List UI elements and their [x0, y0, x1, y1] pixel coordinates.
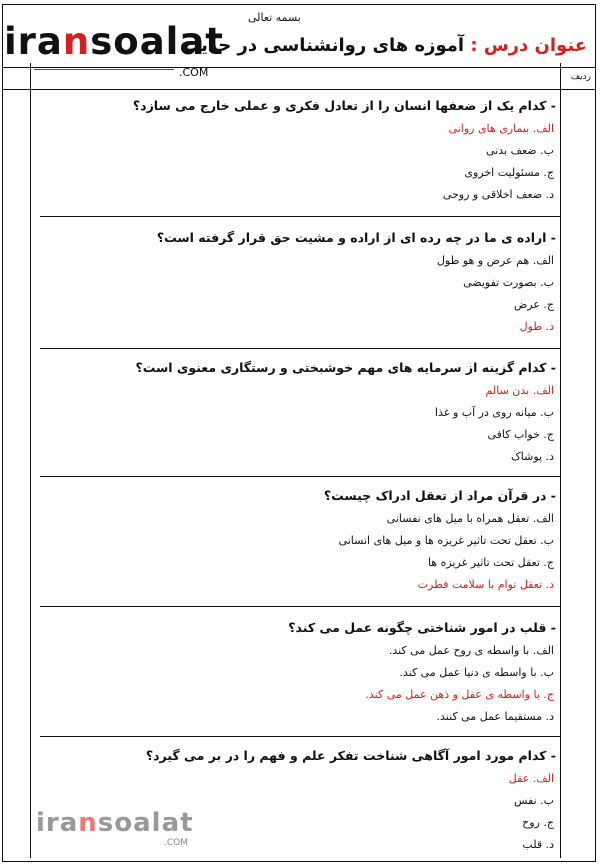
question-text: - قلب در امور شناختی چگونه عمل می کند؟ — [288, 620, 556, 635]
answer-option: ب. بصورت تفویضی — [463, 276, 554, 289]
title-value: آموزه های روانشناسی در حدیث — [182, 35, 465, 56]
answer-option: د. مستقیما عمل می کنند. — [436, 710, 554, 723]
answer-option-correct: د. تعقل توام با سلامت فطرت — [417, 578, 554, 591]
answer-option: الف. هم عرض و هو طول — [436, 254, 554, 267]
question-separator — [40, 736, 560, 737]
answer-option-correct: الف. بیماری های روانی — [448, 122, 554, 135]
question-block — [38, 488, 558, 592]
answer-option: ب. میانه روی در آب و غذا — [434, 406, 554, 419]
page-title — [182, 35, 587, 56]
answer-option: ب. ضعف بدنی — [486, 144, 554, 157]
site-logo — [4, 22, 234, 82]
question-text: - کدام گزینه از سرمایه های مهم خوشبختی و رستگاری معنوی است؟ — [135, 360, 556, 375]
answer-option: د. ضعف اخلاقی و روحی — [442, 188, 554, 201]
bismillah: بسمه تعالی — [248, 11, 301, 24]
question-separator — [40, 606, 560, 607]
answer-option: الف. تعقل همراه با میل های نفسانی — [386, 512, 554, 525]
question-separator — [40, 216, 560, 217]
question-block — [38, 360, 558, 464]
answer-option: ج. تعقل تحت تاثیر غریزه ها — [427, 556, 554, 569]
answer-option-correct: الف. بدن سالم — [485, 384, 554, 397]
answer-option: الف. با واسطه ی روح عمل می کند. — [388, 644, 554, 657]
question-separator — [40, 476, 560, 477]
logo-part-n: n — [62, 20, 91, 63]
radif-label: ردیف — [570, 72, 591, 82]
watermark-part1: ira — [36, 808, 79, 838]
answer-option: د. قلب — [522, 838, 554, 851]
answer-option-correct: ج. با واسطه ی عقل و ذهن عمل می کند. — [365, 688, 554, 701]
watermark-suffix: .COM — [164, 838, 188, 848]
watermark-part-n: n — [78, 808, 98, 838]
radif-column-divider — [560, 63, 561, 858]
answer-option-correct: د. طول — [519, 320, 554, 333]
answer-option: د. پوشاک — [510, 450, 554, 463]
logo-suffix: .COM — [179, 66, 209, 79]
question-block — [38, 98, 558, 202]
answer-option: ب. نفس — [514, 794, 554, 807]
answer-option: ج. عرض — [513, 298, 554, 311]
question-block — [38, 230, 558, 334]
question-text: - در قرآن مراد از تعقل ادراک چیست؟ — [323, 488, 556, 503]
answer-option-correct: الف. عقل — [508, 772, 554, 785]
answer-option: ج. روح — [522, 816, 554, 829]
logo-part1: ira — [4, 20, 63, 63]
question-text: - اراده ی ما در چه رده ای از اراده و مشیت حق قرار گرفته است؟ — [156, 230, 556, 245]
watermark-part2: soalat — [97, 808, 194, 838]
question-block — [38, 620, 558, 724]
question-text: - کدام یک از ضعفها انسان را از تعادل فکری و عملی خارج می سازد؟ — [132, 98, 556, 113]
watermark-logo — [36, 808, 236, 854]
answer-option: ب. با واسطه ی دنیا عمل می کند. — [399, 666, 554, 679]
logo-part2: soalat — [90, 20, 224, 63]
title-label: عنوان درس : — [470, 35, 587, 56]
question-separator — [40, 348, 560, 349]
answer-option: ج. مسئولیت اخروی — [464, 166, 554, 179]
answer-option: ج. خواب کافی — [487, 428, 554, 441]
logo-underline — [34, 69, 174, 70]
question-text: - کدام مورد امور آگاهی شناخت تفکر علم و فهم را در بر می گیرد؟ — [145, 748, 556, 763]
margin-column-divider — [30, 63, 31, 858]
answer-option: ب. تعقل تحت تاثیر غریزه ها و میل های انسانی — [338, 534, 554, 547]
